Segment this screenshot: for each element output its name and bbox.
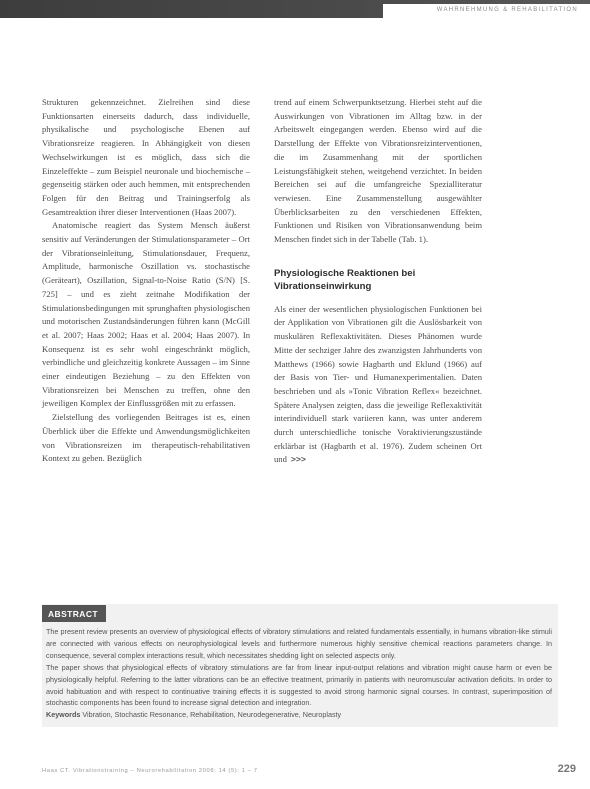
abstract-title: ABSTRACT xyxy=(42,605,106,622)
left-paragraph-2: Anatomische reagiert das System Mensch äußerst sensitiv auf Veränderungen der Stimulationsparameter – Ort der Vibrationseinleitung, Stimulationsdauer, Frequenz, Amplitude, harmonische Oszillation vs. stochastische (Geräteart), Oszillation, Signal-to-Noise Ratio (S/N) [S. 725] – und es zieht zeitnahe Modifikation der Stimulationsbedingungen mit sprunghaften physiologischen und motorischen Zustandsänderungen führen kann (McGill et al. 2007; Haas 2002; Haas et al. 2004; Haas 2007). In Konsequenz ist es sehr wohl eingeschränkt möglich, verbindliche und gleichzeitig konkrete Aussagen – im Sinne einer eindeutigen Beziehung – zu den Effekten von Vibrationsreizen bei Menschen zu treffen, ohne den jeweiligen Komplex der Einflussgrößen mit zu erfassen. xyxy=(42,220,250,409)
abstract-keywords xyxy=(46,709,552,721)
right-paragraph-intro: trend auf einem Schwerpunktsetzung. Hierbei steht auf die Auswirkungen von Vibrationen im Alltag bzw. in der Arbeitswelt eingegangen werden. Ebenso wird auf die Darstellung der Effekte von Vibrationsreizinterventionen, die im Zusammenhang mit der sportlichen Leistungsfähigkeit stehen, weitgehend verzichtet. In beiden Bereichen sei auf die umfangreiche Spezialliteratur verwiesen. Eine Zusammenstellung ausgewählter Überblicksarbeiten zu den verschiedenen Effekten, Funktionen und Risiken von Vibrationsanwendung beim Menschen findet sich in der Tabelle (Tab. 1). xyxy=(274,97,482,245)
right-paragraph-section xyxy=(274,303,482,467)
abstract-body xyxy=(42,622,558,727)
abstract-paragraph-2: The paper shows that physiological effects of vibratory stimulations are far from linear input-output relations and vibration might cause harm or even be physiologically helpful. Referring to the latter vibrations can be an effective treatment, primarily in patients with neuromuscular activation deficits. In order to avoid habituation and with respect to continuative training effects it is suggested to avoid strong harmonic signal courses. In contrast, superimposition of stochastic components has been found to increase signal detection and integration. xyxy=(46,662,552,708)
right-text-column xyxy=(274,96,482,467)
abstract-box xyxy=(42,604,558,727)
footer-citation: Haas CT. Vibrationstraining – Neurorehabilitation 2008; 14 (5): 1 – 7 xyxy=(42,768,258,774)
page-number: 229 xyxy=(557,763,576,775)
continuation-arrows: >>> xyxy=(290,454,306,465)
right-paragraph-section-text: Als einer der wesentlichen physiologischen Funktionen bei der Applikation von Vibrationen gilt die Auslösbarkeit von muskulären Reflexaktivitäten. Dieses Phänomen wurde Mitte der sechziger Jahre des zwanzigsten Jahrhunderts von Matthews (1966) sowie Hagbarth und Eklund (1966) auf der Basis von Tier- und Humanexperimentalien. Daten beschrieben und als »Tonic Vibration Reflex« bezeichnet. Spätere Analysen zeigten, dass die jeweilige Reflexaktivität interindividuell stark variieren kann, was unter anderem durch unterschiedliche tonische Voraktivierungszustände erklärbar ist (Hagbarth et al. 1976). Zudem scheinen Ort und xyxy=(274,303,482,465)
abstract-paragraph-1: The present review presents an overview of physiological effects of vibratory stimulations and related fundamentals essentially, in humans vibration-like stimuli are connected with various effects on neurophysiological levels and furthermore numerous highly sensitive chemical reactions parameters change. In consequence, several complex interactions result, which necessitates shedding light on selected aspects only. xyxy=(46,627,552,660)
keywords-list: Vibration, Stochastic Resonance, Rehabilitation, Neurodegenerative, Neuroplasty xyxy=(82,710,342,720)
running-head: WAHRNEHMUNG & REHABILITATION xyxy=(436,7,578,13)
left-text-column xyxy=(42,96,250,466)
left-paragraph-1: Strukturen gekennzeichnet. Zielreihen sind diese Funktionsarten einerseits dadurch, dass individuelle, physikalische und psychologische Ebenen auf Vibrationsreize reagieren. In Abhängigkeit von diesen Wechselwirkungen ist es möglich, dass sich die Einzeleffekte – zum Beispiel neuronale und biochemische – gegenseitig stärken oder auch hemmen, mit entsprechenden Folgen für den Beitrag und Trainingserfolg als Gesamtreaktion ihrer dieser Interventionen (Haas 2007). xyxy=(42,97,250,217)
keywords-label: Keywords xyxy=(46,710,81,720)
left-paragraph-3: Zielstellung des vorliegenden Beitrages ist es, einen Überblick über die Effekte und Anwendungsmöglichkeiten von Vibrationsreizen im therapeutisch-rehabilitativen Kontext zu geben. Bezüglich xyxy=(42,412,250,464)
section-heading: Physiologische Reaktionen bei Vibrationseinwirkung xyxy=(274,267,416,292)
